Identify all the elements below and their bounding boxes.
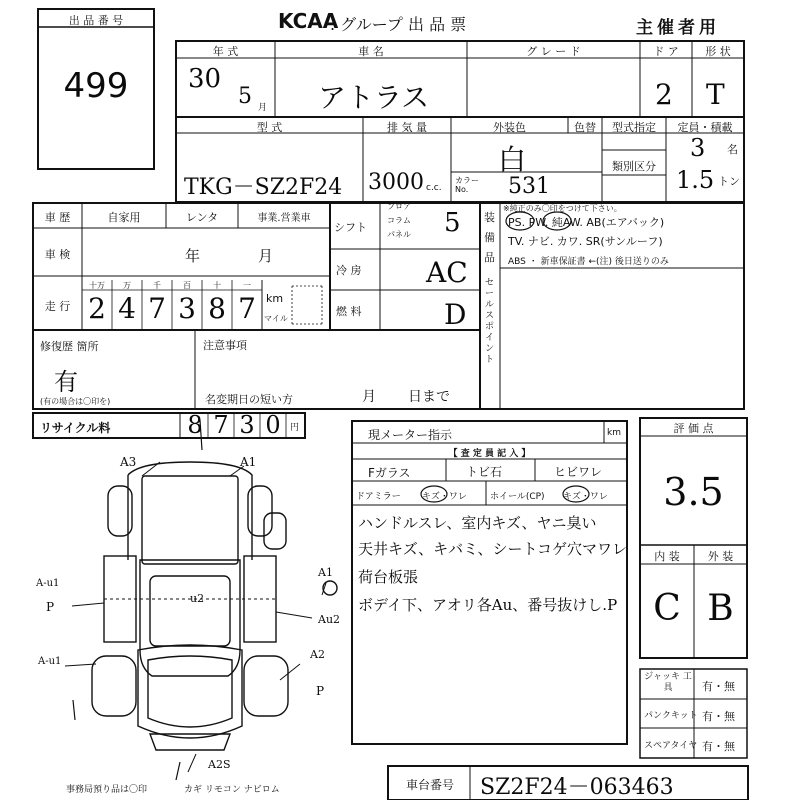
mile-unit: マイル (264, 314, 288, 323)
mileage-digit: 7 (238, 292, 256, 325)
grade-label: グ レ ー ド (526, 45, 581, 58)
capacity-value: 3 (690, 134, 706, 162)
shift-value: 5 (444, 208, 461, 238)
category-label: 類別区分 (612, 160, 656, 173)
digit-label-100: 百 (183, 281, 191, 290)
name-change-label: 名変期日の短い方 (205, 393, 293, 406)
load-unit: トン (718, 175, 740, 188)
door-mirror-label: ドアミラー (356, 492, 401, 502)
exterior-grade: B (707, 588, 734, 629)
recycle-digit: 7 (213, 411, 229, 439)
repair-history-value: 有 (54, 368, 78, 396)
interior-grade: C (653, 588, 681, 629)
damage-mark: A2 (310, 648, 325, 661)
inspection-year-label: 年 (185, 247, 201, 265)
exterior-color-value: 白 (498, 143, 527, 176)
exterior-color-label: 外装色 (493, 121, 526, 134)
mileage-label: 走 行 (44, 300, 71, 313)
doors-label: ド ア (653, 45, 679, 58)
inspection-month-label: 月 (258, 247, 274, 265)
door-mirror-value: キズ・ワレ (422, 492, 467, 502)
crack-option: ヒビワレ (554, 465, 603, 479)
private-use-option: 自家用 (107, 211, 141, 224)
business-use-option: 事業.営業車 (257, 213, 311, 224)
office-note: 事務局預り品は〇印 (66, 785, 148, 795)
damage-mark: P (316, 684, 325, 698)
equipment-line-3: ABS ・ 新車保証書 ←(注) 後日送りのみ (508, 257, 669, 267)
lot-number-label: 出 品 番 号 (68, 14, 124, 27)
spare-tire-label: スペアタイヤ (644, 741, 698, 751)
stone-chip-option: トビ石 (466, 465, 503, 479)
shape-label: 形 状 (705, 45, 731, 58)
puncture-kit-label: パンクキット (644, 711, 698, 721)
year-value: 30 (188, 64, 222, 94)
displacement-unit: c.c. (426, 183, 442, 193)
capacity-label: 定員・積載 (677, 121, 733, 134)
mileage-digit: 7 (148, 292, 166, 325)
wheel-value: キズ・ワレ (563, 492, 608, 502)
damage-mark: A-u1 (38, 656, 62, 667)
inspector-comment-4: ボデイ下、アオリ各Au、番号抜けし.P (358, 596, 618, 614)
rental-option: レンタ (185, 211, 219, 224)
overall-score: 3.5 (663, 470, 724, 514)
km-unit: km (266, 292, 284, 305)
damage-mark: A1 (318, 566, 333, 579)
displacement-label: 排 気 量 (387, 121, 427, 134)
damage-mark: A-u1 (36, 578, 60, 589)
jack-tools-option: 有・無 (702, 680, 735, 693)
digit-label-1: 一 (243, 281, 251, 290)
shift-label: シフト (334, 221, 367, 234)
model-value: TKG－SZ2F24 (184, 175, 343, 200)
name-change-day-label: 日まで (408, 389, 450, 405)
digit-label-100k: 十万 (89, 281, 105, 290)
chassis-number-label: 車台番号 (405, 778, 454, 792)
mileage-digit: 8 (208, 292, 226, 325)
meter-label: 現メーター指示 (368, 428, 453, 442)
color-number-value: 531 (508, 174, 550, 199)
wheel-label: ホイール(CP) (490, 492, 545, 502)
load-value: 1.5 (676, 166, 715, 194)
damage-mark: A3 (120, 455, 137, 469)
displacement-value: 3000 (368, 170, 424, 195)
interior-label: 内 装 (654, 550, 680, 563)
meter-unit: km (607, 428, 621, 438)
mileage-digit: 4 (118, 292, 136, 325)
shift-option-panel: パネル (387, 230, 411, 239)
mileage-digit: 3 (178, 292, 196, 325)
auction-brand: KCAA (278, 9, 339, 33)
ac-value: AC (426, 256, 468, 289)
sheet-title: . グループ 出 品 票 (330, 15, 467, 34)
damage-mark: Au2 (318, 613, 341, 626)
model-label: 型 式 (256, 121, 283, 134)
repair-history-hint: (有の場合は〇印を) (40, 397, 111, 406)
recycle-digit: 3 (239, 411, 255, 439)
history-label: 車 歴 (44, 211, 71, 224)
recycle-fee-label: リサイクル料 (40, 421, 111, 435)
equipment-line-2: TV. ナビ. カワ. SR(サンルーフ) (508, 235, 663, 248)
notes-label: 注意事項 (203, 339, 247, 352)
shape-value: T (706, 78, 725, 111)
recycle-unit: 円 (290, 423, 300, 433)
damage-mark: u2 (190, 592, 205, 605)
inspector-comment-1: ハンドルスレ、室内キズ、ヤニ臭い (358, 514, 597, 532)
inspection-label: 車 検 (44, 248, 71, 261)
exterior-label: 外 装 (707, 550, 734, 563)
damage-mark: P (46, 600, 55, 614)
inspector-section-label: 【 査 定 員 記 入 】 (448, 449, 531, 459)
recycle-digit: 8 (187, 411, 203, 439)
digit-label-10k: 万 (123, 281, 131, 290)
score-label: 評 価 点 (673, 422, 714, 435)
damage-mark: A2S (208, 758, 231, 771)
month-value: 5 (238, 84, 252, 109)
jack-tools-label: ジャッキ 工 具 (644, 672, 692, 693)
name-change-month-label: 月 (362, 389, 376, 405)
ac-label: 冷 房 (336, 264, 362, 277)
spare-tire-option: 有・無 (702, 740, 735, 753)
inspector-comment-2: 天井キズ、キバミ、シートコゲ穴マワレ (358, 540, 627, 558)
damage-mark: A1 (240, 455, 257, 469)
year-label: 年 式 (212, 45, 239, 58)
lot-number: 499 (63, 66, 129, 106)
organizer-copy-label: 主催者用 (636, 18, 720, 38)
shift-option-floor: フロア (387, 202, 411, 211)
color-number-label: カラー No. (455, 176, 479, 194)
type-designation-label: 型式指定 (612, 121, 656, 134)
equipment-note: ※純正のみ〇印をつけて下さい。 (503, 204, 622, 213)
office-items: カギ リモコン ナビロム (184, 785, 280, 795)
doors-value: 2 (655, 78, 673, 111)
fuel-label: 燃 料 (336, 305, 362, 318)
car-name-label: 車 名 (358, 45, 384, 58)
fuel-value: D (444, 298, 467, 331)
front-glass-label: Fガラス (368, 466, 411, 480)
selling-points-label: セールスポイント (485, 278, 495, 365)
puncture-kit-option: 有・無 (702, 710, 735, 723)
mileage-digit: 2 (88, 292, 106, 325)
car-name-value: アトラス (318, 81, 430, 114)
digit-label-1k: 千 (153, 281, 161, 290)
equipment-label: 装 備 品 (484, 211, 495, 264)
chassis-number: SZ2F24－063463 (480, 775, 674, 800)
color-change-label: 色替 (574, 121, 596, 134)
recycle-digit: 0 (265, 411, 281, 439)
capacity-unit: 名 (727, 143, 738, 156)
digit-label-10: 十 (213, 281, 221, 290)
equipment-line-1: PS. PW. 純AW. AB(エアバック) (508, 216, 665, 229)
repair-history-label: 修復歴 箇所 (40, 340, 99, 353)
inspector-comment-3: 荷台板張 (358, 568, 419, 586)
month-unit: 月 (258, 103, 268, 113)
shift-option-column: コラム (387, 216, 411, 225)
